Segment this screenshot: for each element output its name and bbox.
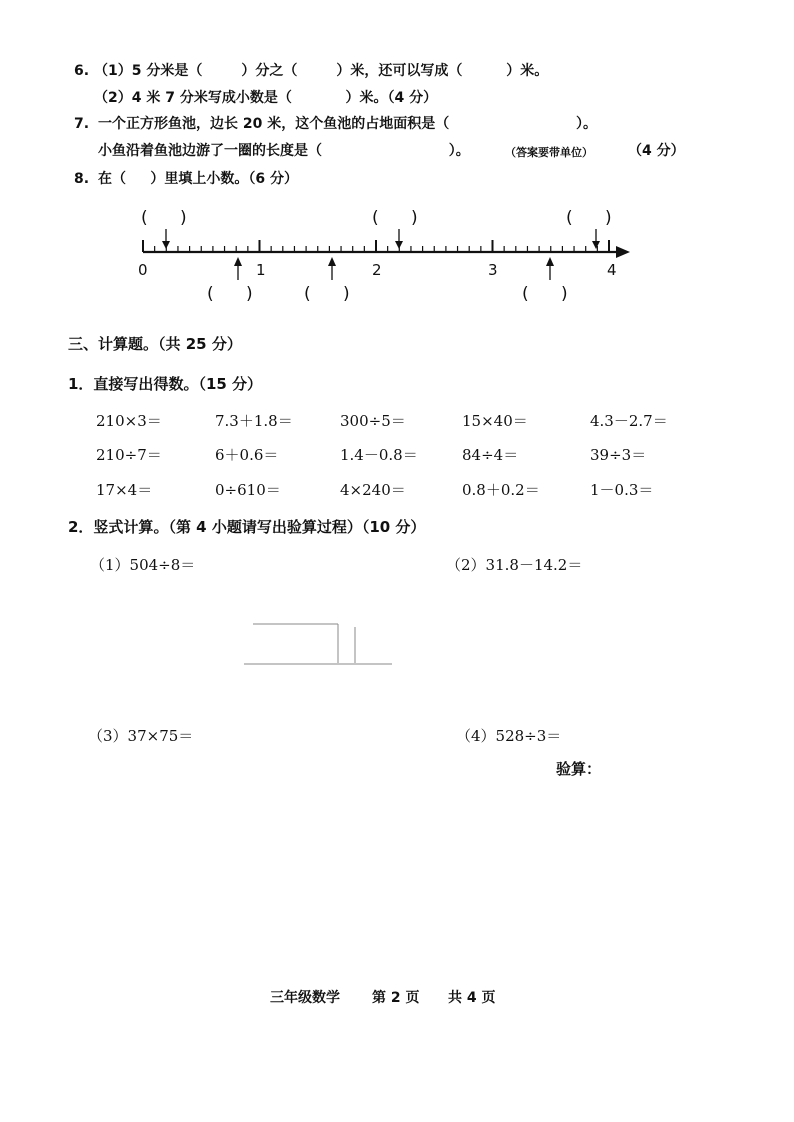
number-line-arrowhead [616, 246, 630, 258]
vertical-calc-1: （1）504÷8＝ [90, 556, 196, 574]
vertical-calc-3: （3）37×75＝ [88, 727, 194, 745]
answer-blank-top-1[interactable]: ( ) [141, 208, 187, 228]
answer-blank-bottom-3[interactable]: ( ) [522, 284, 568, 304]
oral-calc-item: 7.3＋1.8＝ [215, 412, 293, 430]
tick-label-1: 1 [256, 261, 266, 279]
q6-part2: （2）4 米 7 分米写成小数是（ ）米。（4 分） [94, 90, 438, 106]
answer-blank-bottom-2[interactable]: ( ) [304, 284, 350, 304]
down-arrow [592, 229, 600, 249]
oral-calc-item: 17×4＝ [96, 481, 153, 499]
number-line [0, 0, 794, 310]
vertical-calc-2: （2）31.8－14.2＝ [446, 556, 583, 574]
oral-calc-item: 210÷7＝ [96, 446, 162, 464]
oral-calc-item: 0.8＋0.2＝ [462, 481, 540, 499]
down-arrow [162, 229, 170, 249]
oral-calc-item: 210×3＝ [96, 412, 162, 430]
q7-score: （4 分） [628, 143, 685, 159]
q6-number: 6. [74, 63, 90, 79]
oral-calc-item: 6＋0.6＝ [215, 446, 279, 464]
vertical-calc-4: （4）528÷3＝ [456, 727, 562, 745]
oral-calc-item: 4×240＝ [340, 481, 406, 499]
footer-subject: 三年级数学 [270, 990, 340, 1006]
tick-label-0: 0 [138, 261, 148, 279]
down-arrow [395, 229, 403, 249]
q7-number: 7. [74, 116, 90, 132]
oral-calc-item: 1.4－0.8＝ [340, 446, 418, 464]
q6-part1: （1）5 分米是（ ）分之（ ）米，还可以写成（ ）米。 [94, 63, 549, 79]
oral-calc-item: 4.3－2.7＝ [590, 412, 668, 430]
answer-blank-top-3[interactable]: ( ) [566, 208, 612, 228]
q7-line1: 一个正方形鱼池，边长 20 米，这个鱼池的占地面积是（ ）。 [98, 116, 597, 132]
oral-calc-item: 39÷3＝ [590, 446, 647, 464]
part2-title: 2．竖式计算。（第 4 小题请写出验算过程）（10 分） [68, 518, 426, 536]
oral-calc-item: 84÷4＝ [462, 446, 519, 464]
oral-calc-item: 15×40＝ [462, 412, 528, 430]
part1-title: 1．直接写出得数。（15 分） [68, 375, 263, 393]
q8-number: 8. [74, 171, 90, 187]
answer-blank-top-2[interactable]: ( ) [372, 208, 418, 228]
answer-blank-bottom-1[interactable]: ( ) [207, 284, 253, 304]
q7-line2: 小鱼沿着鱼池边游了一圈的长度是（ ）。 [98, 143, 470, 159]
tick-label-3: 3 [488, 261, 498, 279]
up-arrow [546, 257, 554, 280]
tick-label-2: 2 [372, 261, 382, 279]
q8-text: 在（ ）里填上小数。（6 分） [98, 171, 298, 187]
oral-calc-item: 0÷610＝ [215, 481, 281, 499]
oral-calc-item: 1－0.3＝ [590, 481, 654, 499]
footer-page: 第 2 页 [372, 990, 420, 1006]
section-title: 三、计算题。（共 25 分） [68, 335, 242, 353]
up-arrow [234, 257, 242, 280]
footer-total: 共 4 页 [448, 990, 496, 1006]
oral-calc-item: 300÷5＝ [340, 412, 406, 430]
q7-unit-note: （答案要带单位） [505, 146, 593, 159]
tick-label-4: 4 [607, 261, 617, 279]
check-label: 验算： [556, 760, 602, 778]
up-arrow [328, 257, 336, 280]
